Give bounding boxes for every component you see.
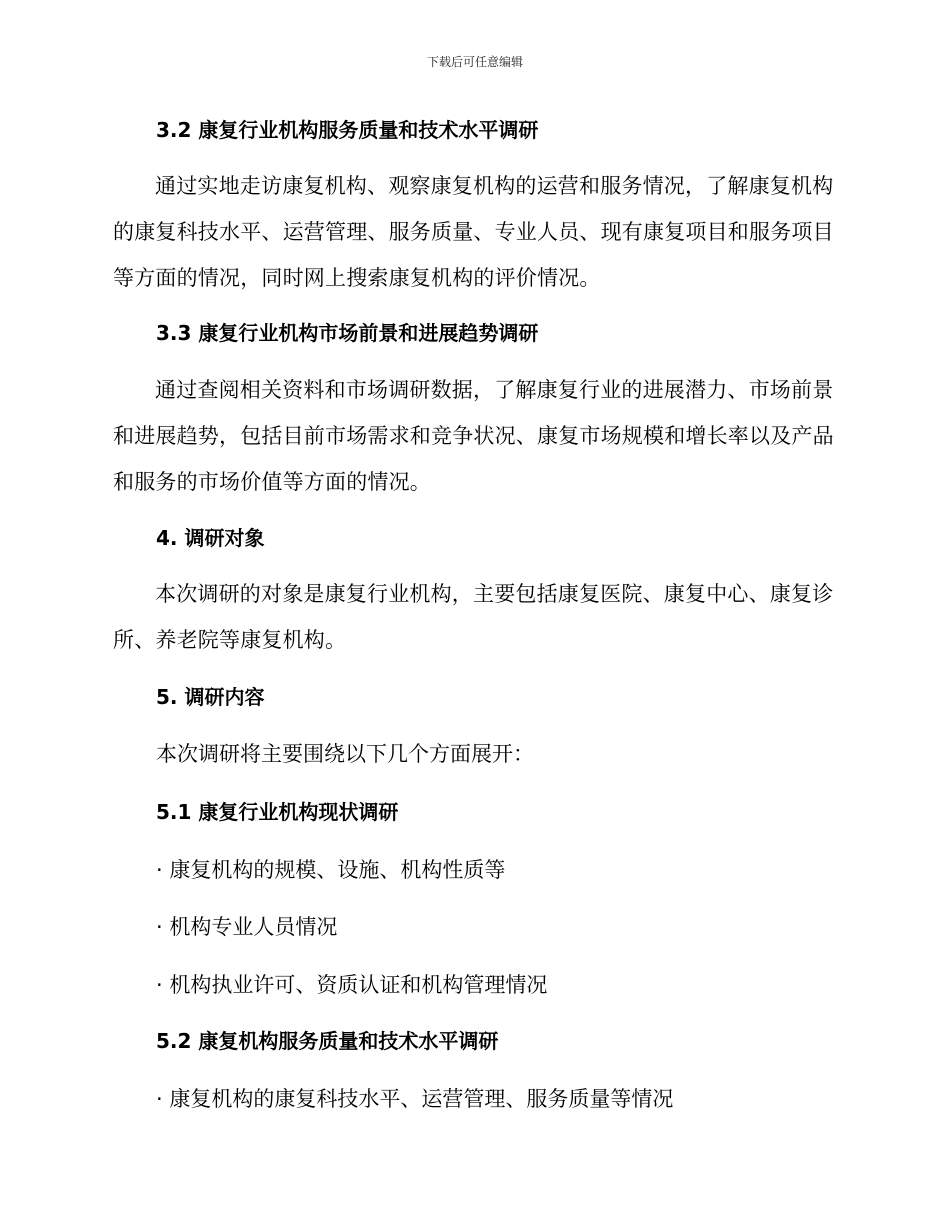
- list-item: · 机构执业许可、资质认证和机构管理情况: [156, 973, 548, 997]
- section-paragraph-4: 本次调研的对象是康复行业机构，主要包括康复医院、康复中心、康复诊所、养老院等康复机构。: [113, 582, 834, 652]
- list-item: · 康复机构的规模、设施、机构性质等: [156, 858, 506, 882]
- section-heading-3-2: 3.2 康复行业机构服务质量和技术水平调研: [156, 118, 539, 142]
- section-paragraph-3-2: 通过实地走访康复机构、观察康复机构的运营和服务情况，了解康复机构的康复科技水平、运营管理、服务质量、专业人员、现有康复项目和服务项目等方面的情况，同时网上搜索康复机构的评价情况。: [113, 174, 834, 290]
- list-item: · 康复机构的康复科技水平、运营管理、服务质量等情况: [156, 1087, 674, 1111]
- section-heading-4: 4. 调研对象: [156, 526, 265, 550]
- section-heading-5: 5. 调研内容: [156, 685, 265, 709]
- section-heading-5-2: 5.2 康复机构服务质量和技术水平调研: [156, 1029, 499, 1053]
- section-heading-3-3: 3.3 康复行业机构市场前景和进展趋势调研: [156, 321, 539, 345]
- page-header: 下载后可任意编辑: [426, 55, 523, 69]
- section-intro-5: 本次调研将主要围绕以下几个方面展开：: [156, 742, 534, 766]
- list-item: · 机构专业人员情况: [156, 915, 338, 939]
- section-heading-5-1: 5.1 康复行业机构现状调研: [156, 800, 399, 824]
- section-paragraph-3-3: 通过查阅相关资料和市场调研数据，了解康复行业的进展潜力、市场前景和进展趋势，包括目前市场需求和竞争状况、康复市场规模和增长率以及产品和服务的市场价值等方面的情况。: [113, 378, 834, 494]
